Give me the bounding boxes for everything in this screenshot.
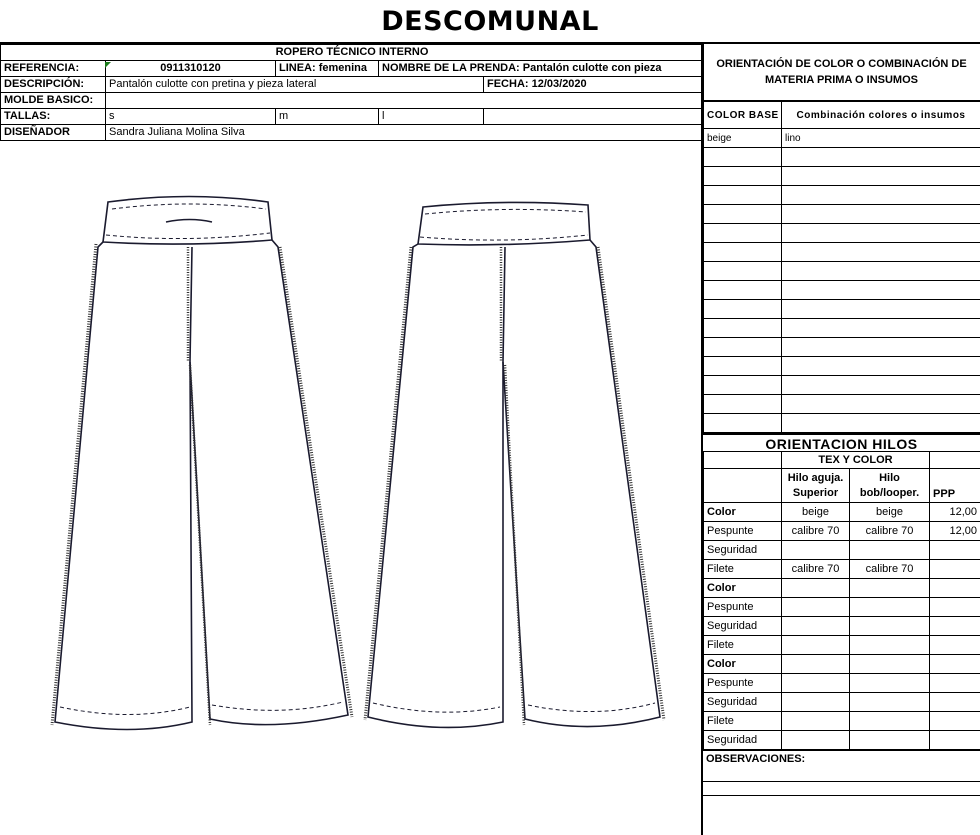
- upper-needle-cell: [782, 579, 850, 598]
- bobbin-cell: [850, 579, 930, 598]
- size-m: m: [276, 109, 379, 125]
- upper-needle-cell: [782, 731, 850, 750]
- thread-row-label: Filete: [704, 560, 782, 579]
- color-table: [703, 101, 980, 433]
- thread-row-label: Filete: [704, 712, 782, 731]
- designer-value: Sandra Juliana Molina Silva: [106, 125, 704, 141]
- garment-name-field: NOMBRE DE LA PRENDA: Pantalón culotte con pieza: [379, 61, 704, 77]
- upper-needle-header: Hilo aguja. Superior: [782, 469, 850, 503]
- bobbin-cell: calibre 70: [850, 560, 930, 579]
- thread-orientation-title: ORIENTACION HILOS: [703, 433, 980, 451]
- color-row-empty: [704, 243, 980, 262]
- upper-needle-cell: [782, 655, 850, 674]
- reference-label: REFERENCIA:: [1, 61, 106, 77]
- bobbin-cell: calibre 70: [850, 522, 930, 541]
- description-label: DESCRIPCIÓN:: [1, 77, 106, 93]
- bobbin-looper-header: Hilo bob/looper.: [850, 469, 930, 503]
- thread-row: [704, 693, 980, 712]
- upper-needle-cell: [782, 693, 850, 712]
- upper-needle-cell: [782, 598, 850, 617]
- observations-area: [703, 768, 980, 796]
- bobbin-cell: [850, 541, 930, 560]
- thread-row: [704, 712, 980, 731]
- color-row-empty: [704, 205, 980, 224]
- color-row-empty: [704, 281, 980, 300]
- tech-sheet: [0, 42, 980, 835]
- color-row-empty: [704, 357, 980, 376]
- spec-table: [0, 44, 704, 141]
- front-view: [52, 197, 352, 730]
- ppp-cell: [930, 674, 980, 693]
- thread-row: [704, 522, 980, 541]
- ppp-cell: 12,00: [930, 522, 980, 541]
- ppp-cell: 12,00: [930, 503, 980, 522]
- thread-row-label: Color: [704, 579, 782, 598]
- designer-label: DISEÑADOR: [1, 125, 106, 141]
- thread-row: [704, 674, 980, 693]
- thread-row: [704, 636, 980, 655]
- thread-row-label: Color: [704, 655, 782, 674]
- cell-comment-marker-icon: [105, 62, 111, 68]
- bobbin-cell: [850, 731, 930, 750]
- linea-field: LINEA: femenina: [276, 61, 379, 77]
- description-value: Pantalón culotte con pretina y pieza lateral: [106, 77, 484, 93]
- bobbin-cell: [850, 674, 930, 693]
- thread-row-label: Filete: [704, 636, 782, 655]
- thread-row: [704, 598, 980, 617]
- ppp-cell: [930, 731, 980, 750]
- garment-flat-sketch: [0, 147, 703, 835]
- size-s: s: [106, 109, 276, 125]
- thread-row-label: Seguridad: [704, 693, 782, 712]
- thread-row-label: Pespunte: [704, 522, 782, 541]
- color-row-empty: [704, 167, 980, 186]
- thread-row: [704, 541, 980, 560]
- thread-row-label: Pespunte: [704, 598, 782, 617]
- ppp-cell: [930, 712, 980, 731]
- bobbin-cell: [850, 655, 930, 674]
- color-combination-cell: lino: [782, 129, 980, 148]
- date-field: FECHA: 12/03/2020: [484, 77, 704, 93]
- ppp-cell: [930, 655, 980, 674]
- brand-logo: DESCOMUNAL: [381, 6, 599, 37]
- thread-row-label: Seguridad: [704, 617, 782, 636]
- upper-needle-cell: [782, 674, 850, 693]
- bobbin-cell: [850, 712, 930, 731]
- upper-needle-cell: [782, 636, 850, 655]
- bobbin-cell: [850, 617, 930, 636]
- color-row-empty: [704, 262, 980, 281]
- upper-needle-cell: [782, 617, 850, 636]
- sizes-label: TALLAS:: [1, 109, 106, 125]
- ppp-cell: [930, 636, 980, 655]
- color-row-empty: [704, 376, 980, 395]
- size-extra: [484, 109, 704, 125]
- upper-needle-cell: calibre 70: [782, 560, 850, 579]
- color-row-empty: [704, 395, 980, 414]
- color-base-header: COLOR BASE: [704, 102, 782, 129]
- thread-row: [704, 560, 980, 579]
- color-orientation-title: ORIENTACIÓN DE COLOR O COMBINACIÓN DE MATERIA PRIMA O INSUMOS: [703, 44, 980, 101]
- color-combination-header: Combinación colores o insumos: [782, 102, 980, 129]
- thread-row: [704, 503, 980, 522]
- thread-row-label: Pespunte: [704, 674, 782, 693]
- thread-row: [704, 655, 980, 674]
- color-row-empty: [704, 186, 980, 205]
- ppp-cell: [930, 617, 980, 636]
- color-row-empty: [704, 300, 980, 319]
- reference-value: 0911310120: [106, 61, 276, 77]
- ppp-cell: [930, 598, 980, 617]
- bobbin-cell: [850, 598, 930, 617]
- back-view: [365, 202, 664, 727]
- upper-needle-cell: calibre 70: [782, 522, 850, 541]
- thread-row-label: Color: [704, 503, 782, 522]
- ppp-cell: [930, 560, 980, 579]
- color-row-empty: [704, 319, 980, 338]
- thread-row-label: Seguridad: [704, 541, 782, 560]
- bobbin-cell: [850, 636, 930, 655]
- upper-needle-cell: beige: [782, 503, 850, 522]
- color-panel: [703, 44, 980, 835]
- upper-needle-cell: [782, 541, 850, 560]
- ppp-header: PPP: [930, 469, 980, 503]
- color-row-empty: [704, 414, 980, 433]
- thread-table: [703, 451, 980, 750]
- color-base-cell: beige: [704, 129, 782, 148]
- color-row-empty: [704, 338, 980, 357]
- thread-row: [704, 617, 980, 636]
- size-l: l: [379, 109, 484, 125]
- thread-row-label: Seguridad: [704, 731, 782, 750]
- bobbin-cell: [850, 693, 930, 712]
- sheet-title: ROPERO TÉCNICO INTERNO: [1, 45, 704, 61]
- color-row-empty: [704, 224, 980, 243]
- spec-panel: [0, 44, 703, 835]
- base-pattern-value: [106, 93, 704, 109]
- base-pattern-label: MOLDE BASICO:: [1, 93, 106, 109]
- tex-color-header: TEX Y COLOR: [782, 452, 930, 469]
- observations-label: OBSERVACIONES:: [703, 750, 980, 768]
- bobbin-cell: beige: [850, 503, 930, 522]
- ppp-cell: [930, 693, 980, 712]
- thread-row: [704, 731, 980, 750]
- color-row-empty: [704, 148, 980, 167]
- ppp-cell: [930, 579, 980, 598]
- ppp-cell: [930, 541, 980, 560]
- thread-row: [704, 579, 980, 598]
- upper-needle-cell: [782, 712, 850, 731]
